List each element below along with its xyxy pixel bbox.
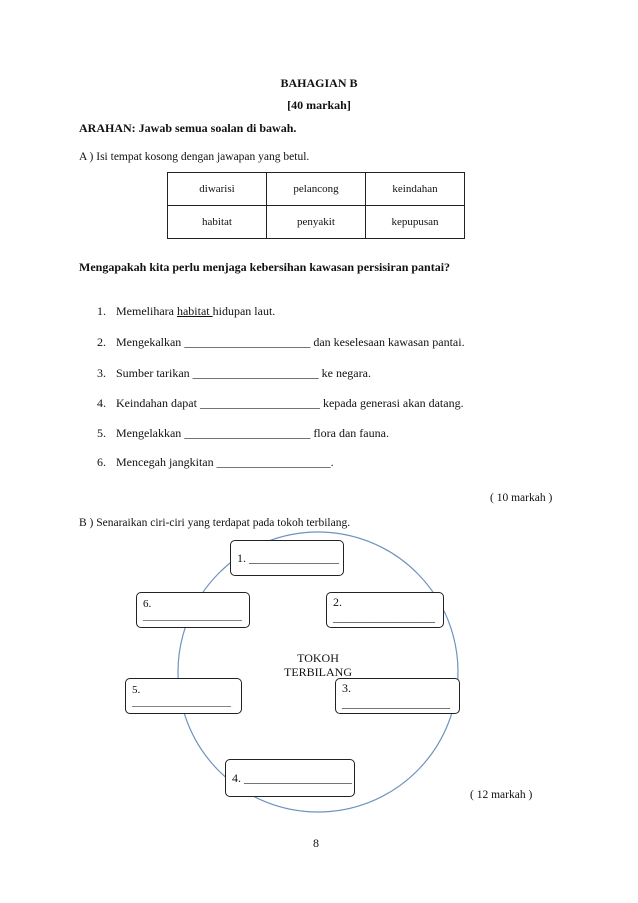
table-cell: penyakit xyxy=(267,206,366,239)
table-cell: habitat xyxy=(168,206,267,239)
section-marks: [40 markah] xyxy=(287,98,351,112)
section-title: BAHAGIAN B xyxy=(280,76,358,90)
table-cell: pelancong xyxy=(267,173,366,206)
item-text-before: Memelihara xyxy=(116,304,177,318)
part-b-label: B ) Senaraikan ciri-ciri yang terdapat pada tokoh terbilang. xyxy=(79,517,351,529)
item-number: 2. xyxy=(97,335,106,349)
item-number: 1. xyxy=(97,304,106,318)
answer-box-4[interactable]: 4. __________________ xyxy=(225,759,355,797)
answer-blank[interactable]: ____________________ xyxy=(199,396,320,410)
answer-box-1[interactable]: 1. _______________ xyxy=(230,540,344,576)
answer-blank[interactable]: _____________________ xyxy=(184,335,311,349)
part-a-label: A ) Isi tempat kosong dengan jawapan yang betul. xyxy=(79,151,310,163)
table-cell: diwarisi xyxy=(168,173,267,206)
instructions: ARAHAN: Jawab semua soalan di bawah. xyxy=(79,121,297,135)
item-text-before: Mengekalkan xyxy=(116,335,185,349)
item-text-after: dan keselesaan kawasan pantai. xyxy=(310,335,465,349)
part-a-question: Mengapakah kita perlu menjaga kebersihan kawasan persisiran pantai? xyxy=(79,260,451,274)
item-number: 3. xyxy=(97,366,106,380)
answer-box-2[interactable]: 2. _________________ xyxy=(326,592,444,628)
table-cell: keindahan xyxy=(366,173,465,206)
item-text-after: . xyxy=(330,455,334,469)
item-number: 5. xyxy=(97,426,106,440)
item-text-after: kepada generasi akan datang. xyxy=(319,396,464,410)
answer-blank[interactable]: habitat xyxy=(176,304,213,318)
answer-box-3[interactable]: 3. __________________ xyxy=(335,678,460,714)
part-a-marks: ( 10 markah ) xyxy=(490,492,553,504)
item-text-after: flora dan fauna. xyxy=(310,426,389,440)
item-text-before: Sumber tarikan xyxy=(116,366,193,380)
table-cell: kepupusan xyxy=(366,206,465,239)
center-label-line1: TOKOH xyxy=(297,651,339,665)
answer-blank[interactable]: _____________________ xyxy=(192,366,319,380)
center-label-line2: TERBILANG xyxy=(284,665,352,679)
answer-blank[interactable]: ___________________ xyxy=(216,455,331,469)
answer-box-6[interactable]: 6. __________________ xyxy=(136,592,250,628)
page-number: 8 xyxy=(313,836,319,850)
item-text-before: Keindahan dapat xyxy=(116,396,200,410)
item-text-before: Mencegah jangkitan xyxy=(116,455,217,469)
item-number: 4. xyxy=(97,396,106,410)
item-text-after: ke negara. xyxy=(318,366,371,380)
item-text-before: Mengelakkan xyxy=(116,426,185,440)
part-b-marks: ( 12 markah ) xyxy=(470,789,533,801)
answer-blank[interactable]: _____________________ xyxy=(184,426,311,440)
item-text-after: hidupan laut. xyxy=(212,304,276,318)
item-number: 6. xyxy=(97,455,106,469)
answer-box-5[interactable]: 5. __________________ xyxy=(125,678,242,714)
